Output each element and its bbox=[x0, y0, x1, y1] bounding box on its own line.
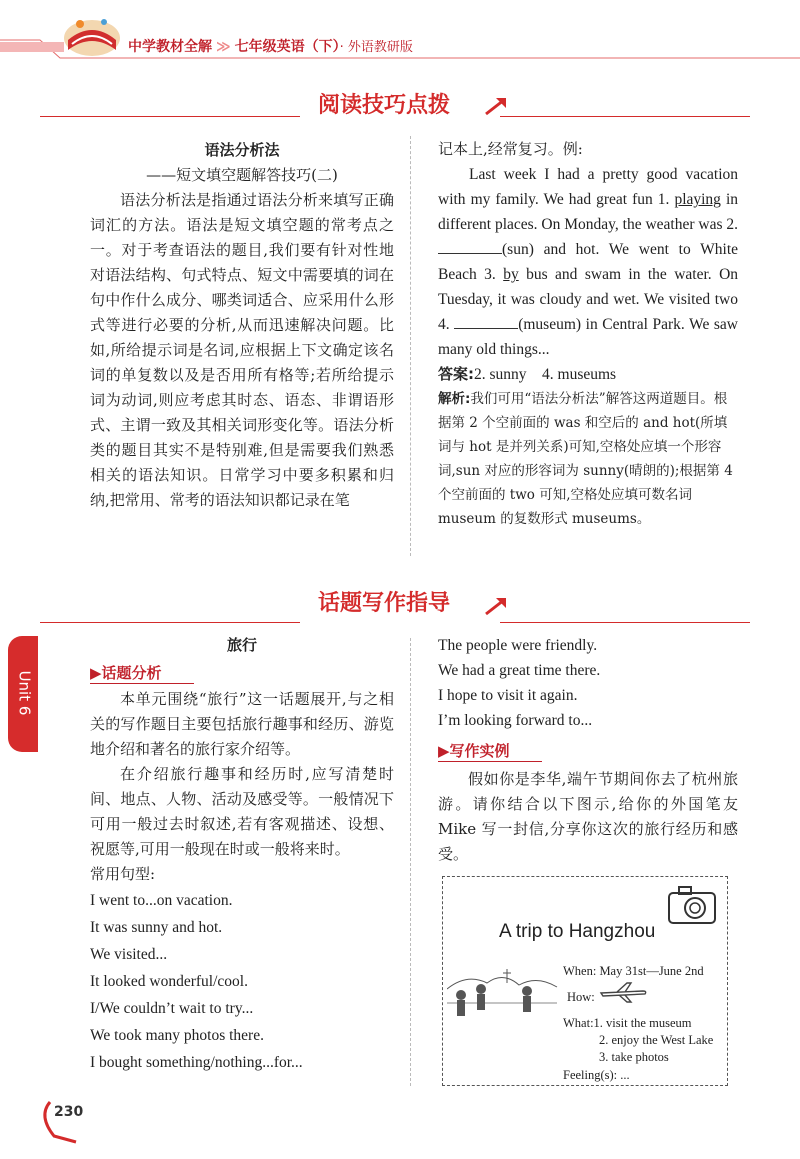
topic-analysis-label: ▶话题分析 bbox=[90, 664, 162, 682]
when-line: When: May 31st—June 2nd bbox=[563, 964, 704, 978]
unit-label: Unit 6 bbox=[15, 670, 34, 716]
list-item: We took many photos there. bbox=[90, 1027, 264, 1044]
column-divider-top bbox=[410, 136, 411, 556]
answer-label: 答案: bbox=[438, 365, 474, 383]
topic-analysis-head bbox=[90, 661, 394, 687]
what-label: What: bbox=[563, 1016, 594, 1030]
passage-part-2: in different places. On Monday, the weather was 2. bbox=[438, 191, 739, 233]
list-item: The people were friendly. bbox=[438, 637, 598, 654]
writing-example-label: ▶写作实例 bbox=[438, 742, 510, 760]
list-item: I bought something/nothing...for... bbox=[90, 1054, 303, 1071]
hint-2: (sun) bbox=[502, 241, 534, 258]
banner-arrow-icon-2 bbox=[484, 594, 512, 618]
column-divider-bottom bbox=[410, 638, 411, 1086]
passage-part-3: and hot. We went to White Beach 3. bbox=[438, 241, 738, 283]
banner-line-right bbox=[500, 116, 750, 117]
header-title bbox=[128, 36, 413, 56]
example-passage bbox=[438, 162, 738, 362]
writing-left-column bbox=[90, 633, 394, 1076]
phrases-label: 常用句型: bbox=[90, 865, 156, 883]
analysis-block bbox=[438, 387, 738, 531]
what-item-1: 1. visit the museum bbox=[593, 1016, 692, 1030]
answer-line bbox=[438, 362, 738, 387]
banner-line-left bbox=[40, 116, 300, 117]
passage-part-1: Last week I had a pretty good vacation with my family. We had great fun 1. bbox=[438, 166, 738, 208]
topic-paragraph-2: 在介绍旅行趣事和经历时,应写清楚时间、地点、人物、活动及感受等。一般情况下可用一般过去时叙述,若有客观描述、设想、祝愿等,可用一般现在时或一般将来时。 bbox=[90, 765, 394, 858]
answer-1: playing bbox=[674, 191, 721, 208]
tourists-illustration bbox=[447, 959, 559, 1029]
reading-left-column bbox=[90, 138, 394, 513]
list-item: I went to...on vacation. bbox=[90, 892, 233, 909]
section-banner-writing: 话题写作指导 bbox=[318, 591, 451, 616]
what-item-2: 2. enjoy the West Lake bbox=[599, 1033, 714, 1047]
method-title: 语法分析法 bbox=[204, 141, 280, 159]
writing-example-head bbox=[438, 739, 738, 767]
trip-picture-box bbox=[442, 876, 728, 1086]
writing-task-text: 假如你是李华,端午节期间你去了杭州旅游。请你结合以下图示,给你的外国笔友 Mike 写一封信,分享你这次的旅行经历和感受。 bbox=[438, 770, 738, 863]
writing-example-underline bbox=[438, 761, 542, 762]
phrase-list-right bbox=[438, 633, 738, 733]
phrase-list-left bbox=[90, 887, 394, 1076]
method-paragraph: 语法分析法是指通过语法分析来填写正确词汇的方法。语法是短文填空题的常考点之一。对于考查语法的题目,我们要有针对性地对语法结构、句式特点、短文中需要填的词在句中作什么成分、哪类词适合、应采用什么形式等进行必要的分析,从而迅速解决问题。比如,所给提示词是名词,应根据上下文确定该名词的单复数以及是否用所有格等;若所给提示词为动词,则应考虑其时态、语态、非谓语形式、主谓一致及其相关词形变化等。语法分析类的题目其实不是特别难,但是需要我们熟悉相关的语法知识。日常学习中要多积累和归纳,把常用、常考的语法知识都记录在笔 bbox=[90, 191, 394, 509]
section-banner-reading: 阅读技巧点拨 bbox=[318, 93, 451, 118]
list-item: We visited... bbox=[90, 946, 168, 963]
hint-4: (museum) bbox=[518, 316, 582, 333]
reading-right-column bbox=[438, 137, 738, 531]
list-item: It was sunny and hot. bbox=[90, 919, 223, 936]
what-line bbox=[563, 1015, 691, 1032]
grade-name: 七年级英语（下） bbox=[234, 39, 340, 55]
how-line: How: bbox=[567, 990, 595, 1004]
blank-2 bbox=[438, 237, 502, 254]
edition-name: · 外语教研版 bbox=[339, 40, 413, 55]
feelings-line: Feeling(s): ... bbox=[563, 1068, 630, 1082]
list-item: It looked wonderful/cool. bbox=[90, 973, 248, 990]
airplane-icon bbox=[599, 981, 649, 1003]
what-item-3: 3. take photos bbox=[599, 1050, 669, 1064]
analysis-label: 解析: bbox=[438, 391, 471, 407]
banner-line-left-2 bbox=[40, 622, 300, 623]
list-item: We had a great time there. bbox=[438, 662, 601, 679]
topic-analysis-underline bbox=[90, 683, 194, 684]
list-item: I hope to visit it again. bbox=[438, 687, 578, 704]
writing-right-column bbox=[438, 633, 738, 867]
blank-4 bbox=[454, 312, 518, 329]
book-name: 中学教材全解 bbox=[128, 39, 212, 55]
banner-line-right-2 bbox=[500, 622, 750, 623]
header-separator: ≫ bbox=[216, 39, 231, 55]
list-item: I’m looking forward to... bbox=[438, 712, 593, 729]
camera-icon bbox=[665, 881, 721, 927]
topic-paragraph-1: 本单元围绕“旅行”这一话题展开,与之相关的写作题目主要包括旅行趣事和经历、游览地介绍和著名的旅行家介绍等。 bbox=[90, 690, 394, 758]
unit-tab bbox=[8, 636, 38, 752]
page-number: 230 bbox=[54, 1104, 84, 1120]
banner-arrow-icon bbox=[484, 94, 512, 118]
analysis-text: 我们可用“语法分析法”解答这两道题目。根据第 2 个空前面的 was 和空后的 and hot(所填词与 hot 是并列关系)可知,空格处应填一个形容词,sun 对应的形容词为 sunny(晴朗的);根据第 4 个空前面的 two 可知,空格处应填可数名词 museum 的复数形式 museums。 bbox=[438, 391, 733, 527]
continuation-text: 记本上,经常复习。例: bbox=[438, 140, 583, 158]
answer-text: 2. sunny 4. museums bbox=[474, 366, 617, 383]
passage-part-4: bus and swam in the water. On Tuesday, it was cloudy and wet. We visited two 4. bbox=[438, 266, 739, 333]
list-item: I/We couldn’t wait to try... bbox=[90, 1000, 254, 1017]
book-logo-icon bbox=[64, 19, 120, 56]
method-subtitle: ——短文填空题解答技巧(二) bbox=[146, 166, 338, 184]
passage-part-5: in Central Park. We saw many old things... bbox=[438, 316, 739, 358]
topic-title: 旅行 bbox=[226, 636, 257, 654]
answer-3: by bbox=[503, 266, 519, 283]
picture-title: A trip to Hangzhou bbox=[499, 921, 656, 942]
